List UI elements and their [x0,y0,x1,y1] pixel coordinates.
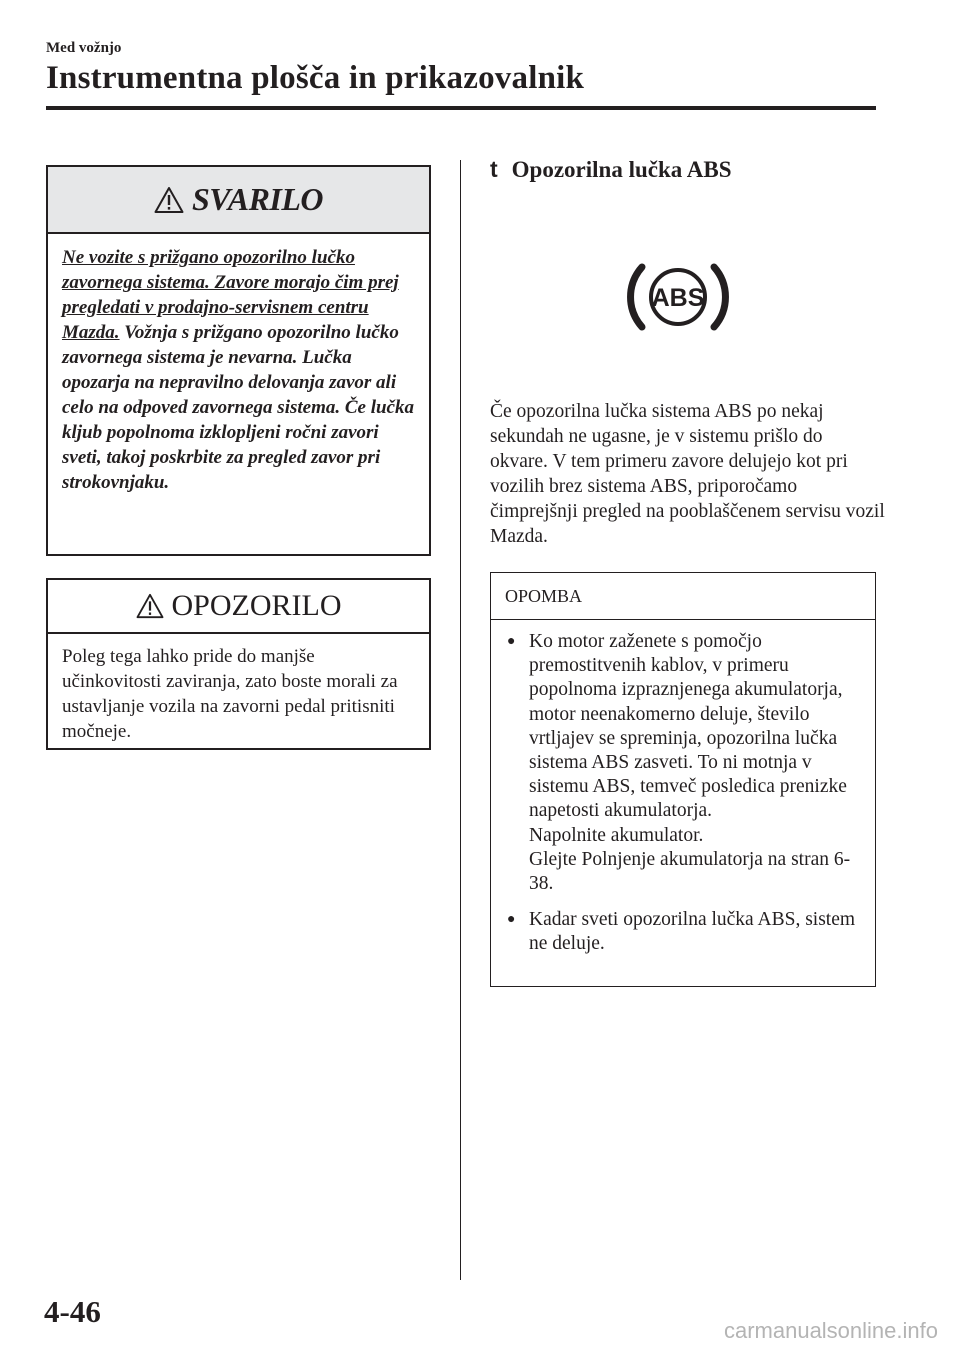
note-item-text: Ko motor zaženete s pomočjo premostitvenih kablov, v primeru popolnoma izpraznjenega akumulatorja, motor neenakomerno deluje, število vrtljajev se spreminja, opozorilna lučka sistema ABS zasveti. To ni motnja v sistemu ABS, temveč posledica prenizke napetosti akumulatorja. Napolnite akumulator. Glejte Polnjenje akumulatorja na stran 6-38. [529,631,851,895]
warning-triangle-icon [136,593,164,619]
bullet-icon: ● [507,634,516,649]
abs-heading [490,156,732,183]
caution-title: OPOZORILO [171,589,342,622]
caution-header [48,580,429,634]
note-item-text: Kadar sveti opozorilna lučka ABS, sistem ne deluje. [529,909,856,955]
warning-title: SVARILO [191,181,324,217]
caution-box [46,578,431,750]
warning-body [48,234,429,495]
abs-paragraph: Če opozorilna lučka sistema ABS po nekaj sekundah ne ugasne, je v sistemu prišlo do okvare. V tem primeru zavore delujejo kot pri vozilih brez sistema ABS, priporočamo čimprejšnji pregled na pooblaščenem servisu vozil Mazda. [490,401,885,547]
note-item [505,630,861,896]
note-item [505,908,861,956]
caution-body: Poleg tega lahko pride do manjše učinkovitosti zaviranja, zato boste morali za ustavljanje vozila na zavorni pedal pritisniti močneje. [62,646,398,742]
warning-underlined-text: Ne vozite s prižgano opozorilno lučko zavornega sistema. Zavore morajo čim prej pregledati v prodajno-servisnem centru Mazda. [62,247,399,343]
title-rule [46,106,876,110]
abs-icon-text: ABS [651,284,705,312]
section-label: Med vožnjo [46,40,122,56]
note-body [491,620,875,957]
note-title: OPOMBA [491,573,875,620]
page-title: Instrumentna plošča in prikazovalnik [46,60,585,96]
warning-text: Vožnja s prižgano opozorilno lučko zavornega sistema je nevarna. Lučka opozarja na nepravilno delovanja zavor ali celo na odpoved zavornega sistema. Če lučka kljub popolnoma izklopljeni ročni zavori sveti, takoj poskrbite za pregled zavor pri strokovnjaku. [62,322,414,493]
section-marker: t [490,156,498,182]
abs-warning-light-icon [617,255,739,339]
watermark: carmanualsonline.info [723,1318,938,1343]
page-number: 4-46 [44,1294,101,1329]
column-divider [460,160,461,1280]
warning-header [48,167,429,234]
warning-triangle-icon [154,186,184,214]
bullet-icon: ● [507,912,516,928]
abs-heading-text: Opozorilna lučka ABS [511,157,732,182]
note-box [490,572,876,987]
warning-box [46,165,431,556]
